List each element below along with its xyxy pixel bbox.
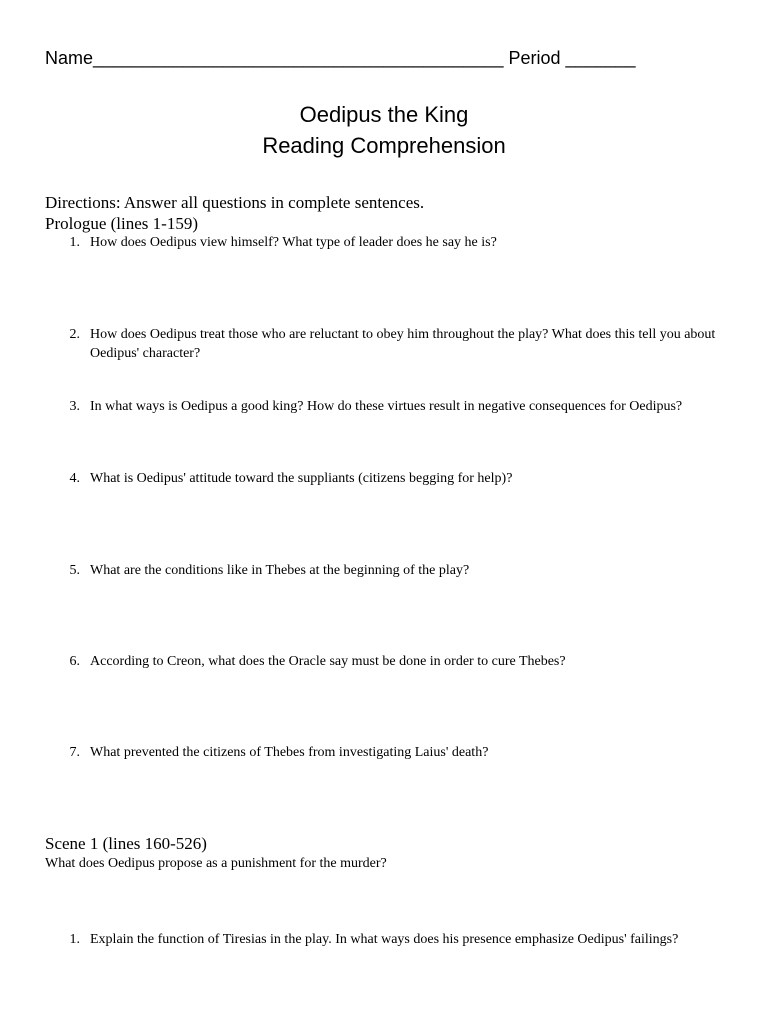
question-number: 2. <box>69 327 80 342</box>
question-text: What are the conditions like in Thebes at the beginning of the play? <box>90 563 470 578</box>
worksheet-subtitle: Reading Comprehension <box>262 133 506 158</box>
question-item <box>60 653 730 672</box>
question-text: In what ways is Oedipus a good king? How do these virtues result in negative consequences for Oedipus? <box>90 399 683 414</box>
question-number: 6. <box>69 654 80 669</box>
question-text: According to Creon, what does the Oracle say must be done in order to cure Thebes? <box>90 654 566 669</box>
question-item <box>60 470 730 489</box>
question-number: 7. <box>69 745 80 760</box>
question-number: 1. <box>69 235 80 250</box>
question-item <box>60 562 730 581</box>
question-number: 3. <box>69 399 80 414</box>
question-text: What is Oedipus' attitude toward the suppliants (citizens begging for help)? <box>90 471 513 486</box>
worksheet-title: Oedipus the King <box>299 102 469 127</box>
scene1-heading: Scene 1 (lines 160-526) <box>45 834 207 853</box>
name-period-line: Name_________________________________________ Period _______ <box>45 48 636 68</box>
question-text: What prevented the citizens of Thebes from investigating Laius' death? <box>90 745 489 760</box>
prologue-heading: Prologue (lines 1-159) <box>45 214 198 233</box>
question-item <box>60 234 730 253</box>
question-number: 4. <box>69 471 80 486</box>
question-text: How does Oedipus view himself? What type of leader does he say he is? <box>90 235 497 250</box>
question-item <box>60 326 730 363</box>
question-item <box>60 398 730 417</box>
directions-text: Directions: Answer all questions in complete sentences. <box>45 193 425 212</box>
scene1-intro-question: What does Oedipus propose as a punishment for the murder? <box>45 856 387 871</box>
question-item <box>60 931 730 950</box>
question-number: 5. <box>69 563 80 578</box>
question-item <box>60 744 730 763</box>
question-text: How does Oedipus treat those who are reluctant to obey him throughout the play? What does this tell you about Oedipus' character? <box>90 327 716 361</box>
question-text: Explain the function of Tiresias in the play. In what ways does his presence emphasize Oedipus' failings? <box>90 932 679 947</box>
question-number: 1. <box>69 932 80 947</box>
